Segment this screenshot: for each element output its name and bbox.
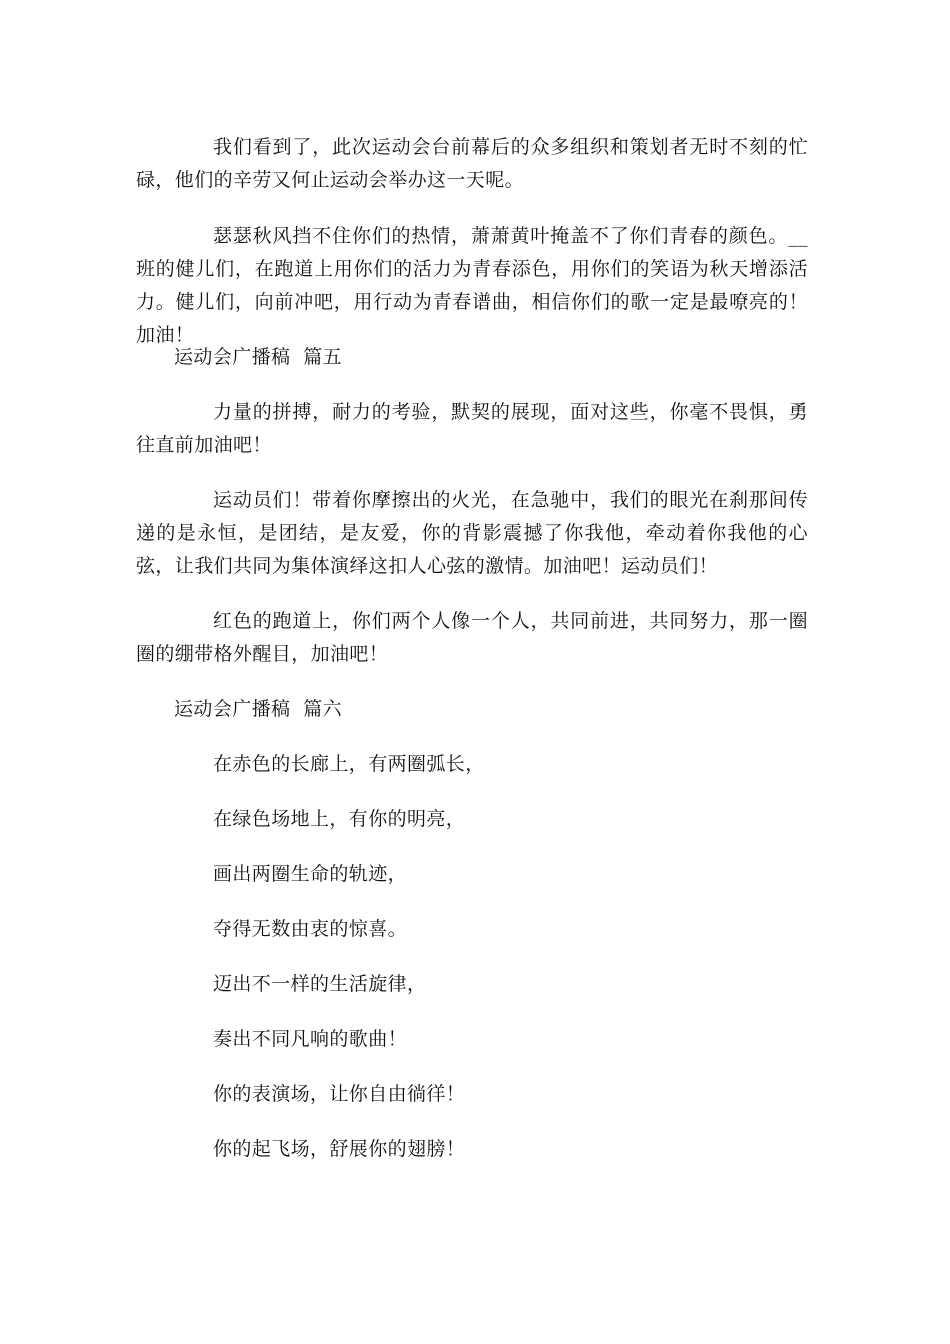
paragraph-organizers: 我们看到了，此次运动会台前幕后的众多组织和策划者无时不刻的忙碌，他们的辛劳又何止运动会举办这一天呢。 <box>136 136 808 191</box>
poem-line: 你的起飞场，舒展你的翅膀！ <box>213 1138 466 1160</box>
poem-line: 在赤色的长廊上，有两圈弧长， <box>213 753 485 775</box>
poem-line: 夺得无数由衷的惊喜。 <box>213 918 408 940</box>
paragraph-strength: 力量的拼搏，耐力的考验，默契的展现，面对这些，你毫不畏惧，勇往直前加油吧！ <box>136 401 808 456</box>
paragraph-autumn-wind: 瑟瑟秋风挡不住你们的热情，萧萧黄叶掩盖不了你们青春的颜色。__班的健儿们，在跑道上用你们的活力为青春添色，用你们的笑语为秋天增添活力。健儿们，向前冲吧，用行动为青春谱曲，相信你们的歌一定是最嘹亮的！加油！ <box>136 225 808 346</box>
section-heading-five: 运动会广播稿 篇五 <box>174 346 343 368</box>
paragraph-athletes: 运动员们！带着你摩擦出的火光，在急驰中，我们的眼光在刹那间传递的是永恒，是团结，是友爱，你的背影震撼了你我他，牵动着你我他的心弦，让我们共同为集体演绎这扣人心弦的激情。加油吧！运动员们！ <box>136 489 808 577</box>
paragraph-red-track: 红色的跑道上，你们两个人像一个人，共同前进，共同努力，那一圈圈的绷带格外醒目，加油吧！ <box>136 610 808 665</box>
poem-line: 迈出不一样的生活旋律， <box>213 973 427 995</box>
poem-line: 画出两圈生命的轨迹， <box>213 863 408 885</box>
poem-line: 在绿色场地上，有你的明亮， <box>213 808 466 830</box>
poem-line: 你的表演场，让你自由徜徉！ <box>213 1083 466 1105</box>
poem-line: 奏出不同凡响的歌曲！ <box>213 1028 408 1050</box>
section-heading-six: 运动会广播稿 篇六 <box>174 698 343 720</box>
